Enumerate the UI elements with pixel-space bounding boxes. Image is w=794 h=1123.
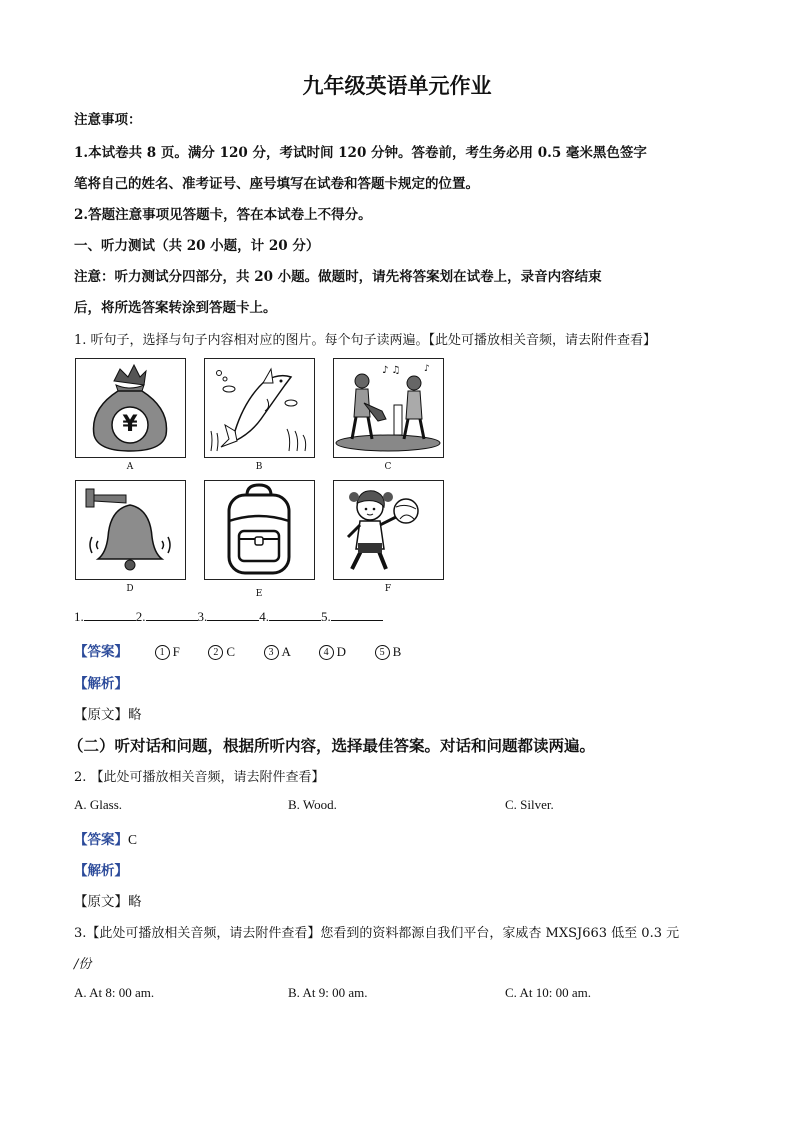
q3-option-a[interactable]: A. At 8: 00 am. [74,985,155,1000]
picture-c [333,358,444,458]
q1-answer-row [74,640,401,660]
answer-3-number: 3 [264,645,279,660]
answer-label: 【答案】 [74,644,128,660]
answer-2-number: 2 [208,645,223,660]
answer-2-value: C [226,644,235,659]
svg-text:♪: ♪ [424,364,430,374]
answer-3-value: A [281,644,291,659]
picture-f-label: F [384,584,392,594]
q1-blanks-row [74,608,383,625]
section1-note-a: 注意：听力测试分四部分，共 20 小题。做题时，请先将答案划在试卷上，录音内容结束 [74,269,602,285]
bell-icon [76,481,184,578]
notice-item-1a: 1.本试卷共 8 页。满分 120 分，考试时间 120 分钟。答卷前，考生务必用 0.5 毫米黑色签字 [74,145,647,161]
q2-original-label: 【原文】 [74,894,128,910]
notice-item-2: 2.答题注意事项见答题卡，答在本试卷上不得分。 [74,207,372,223]
q1-original [74,703,142,723]
section2-heading: （二）听对话和问题，根据所听内容，选择最佳答案。对话和问题都读两遍。 [68,736,596,755]
picture-a [75,358,186,458]
picture-a-label: A [126,462,134,472]
backpack-icon [205,481,313,578]
q2-original-text: 略 [128,894,142,910]
yen-symbol: ¥ [122,412,138,437]
blank-3[interactable] [207,608,259,621]
q2-option-b[interactable]: B. Wood. [288,797,337,812]
blank-1[interactable] [84,608,136,621]
q3-prompt-b: /份 [74,957,92,972]
blank-1-label: 1. [74,609,84,624]
q2-prompt: 2. 【此处可播放相关音频，请去附件查看】 [74,770,325,785]
answer-5-value: B [392,644,402,659]
q2-original [74,890,142,910]
answer-5-number: 5 [375,645,390,660]
section1-heading: 一、听力测试（共 20 小题，计 20 分） [74,238,320,254]
picture-e-label: E [255,589,263,599]
q3-option-b[interactable]: B. At 9: 00 am. [288,985,368,1000]
q1-analysis-label: 【解析】 [74,676,128,692]
blank-2[interactable] [146,608,198,621]
musicians-icon [334,359,442,456]
page-title: 九年级英语单元作业 [302,73,492,98]
q3-option-c[interactable]: C. At 10: 00 am. [505,985,591,1000]
picture-c-label: C [384,462,392,472]
picture-d-label: D [126,584,134,594]
blank-3-label: 3. [197,609,208,624]
picture-b [204,358,315,458]
notice-item-1b: 笔将自己的姓名、准考证号、座号填写在试卷和答题卡规定的位置。 [74,176,479,192]
q1-original-text: 略 [128,707,142,723]
shark-icon [205,359,313,456]
q2-answer [74,828,137,848]
q2-answer-value: C [128,832,138,847]
blank-4-label: 4. [259,609,269,624]
answer-4-value: D [336,644,347,659]
svg-text:♪ ♫: ♪ ♫ [382,365,401,376]
picture-b-label: B [255,462,263,472]
notice-heading: 注意事项： [74,112,142,128]
q2-option-c[interactable]: C. Silver. [505,797,554,812]
answer-1-value: F [172,644,180,659]
picture-e [204,480,315,580]
girl-volleyball-icon [334,481,442,578]
blank-2-label: 2. [135,609,146,624]
picture-f [333,480,444,580]
q3-prompt-a: 3.【此处可播放相关音频，请去附件查看】您看到的资料都源自我们平台，家威杏 MXSJ663 低至 0.3 元 [74,926,680,941]
section1-note-b: 后，将所选答案转涂到答题卡上。 [74,300,277,316]
q1-original-label: 【原文】 [74,707,128,723]
blank-5-label: 5. [321,609,331,624]
q1-prompt: 1. 听句子，选择与句子内容相对应的图片。每个句子读两遍。【此处可播放相关音频，请去附件查看】 [74,333,657,348]
blank-4[interactable] [269,608,321,621]
picture-d [75,480,186,580]
q2-answer-label: 【答案】 [74,832,128,848]
q2-analysis-label: 【解析】 [74,863,128,879]
money-bag-icon [76,359,184,456]
answer-1-number: 1 [155,645,170,660]
q2-option-a[interactable]: A. Glass. [74,797,123,812]
blank-5[interactable] [331,608,383,621]
answer-4-number: 4 [319,645,334,660]
